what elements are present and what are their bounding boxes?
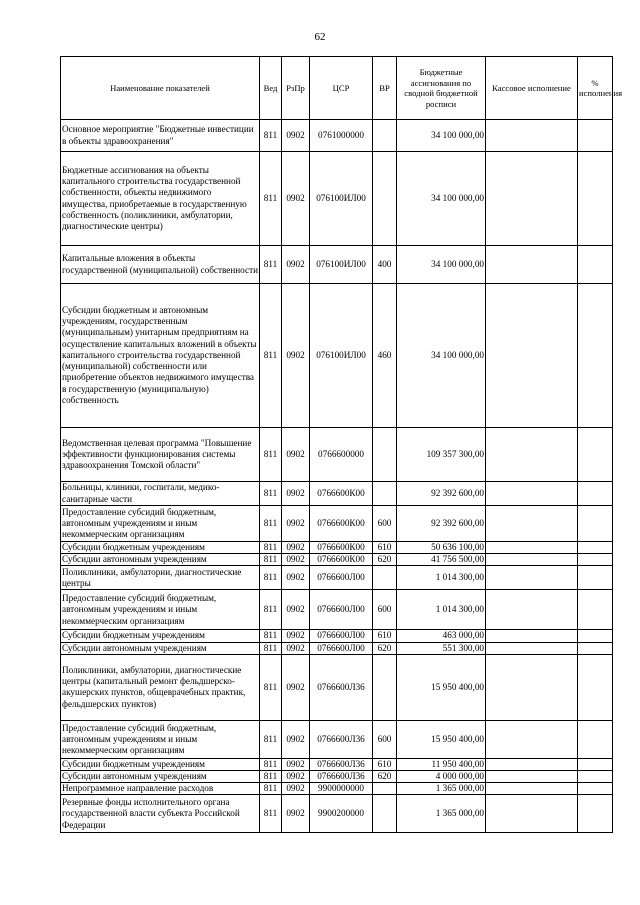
cell-csr: 0766600Л36	[310, 758, 373, 770]
cell-rzpr: 0902	[282, 771, 310, 783]
table-header-row	[61, 57, 613, 120]
cell-csr: 0766600Л00	[310, 590, 373, 630]
cell-pct	[578, 758, 613, 770]
table-row	[61, 554, 613, 566]
table-row	[61, 654, 613, 720]
cell-amount: 463 000,00	[397, 630, 486, 642]
cell-name: Субсидии бюджетным учреждениям	[61, 542, 260, 554]
cell-ved: 811	[260, 284, 282, 428]
cell-ved: 811	[260, 783, 282, 795]
cell-name: Непрограммное направление расходов	[61, 783, 260, 795]
cell-pct	[578, 783, 613, 795]
cell-csr: 0766600Л36	[310, 771, 373, 783]
cell-amount: 34 100 000,00	[397, 246, 486, 284]
cell-csr: 0761000000	[310, 120, 373, 152]
cell-cash	[486, 771, 578, 783]
header-pct: % исполнения	[578, 57, 613, 120]
cell-cash	[486, 428, 578, 482]
cell-rzpr: 0902	[282, 566, 310, 590]
cell-pct	[578, 642, 613, 654]
cell-csr: 0766600К00	[310, 554, 373, 566]
cell-rzpr: 0902	[282, 630, 310, 642]
table-row	[61, 482, 613, 506]
cell-pct	[578, 590, 613, 630]
table-row	[61, 771, 613, 783]
cell-rzpr: 0902	[282, 758, 310, 770]
table-row	[61, 590, 613, 630]
cell-name: Поликлиники, амбулатории, диагностические центры	[61, 566, 260, 590]
cell-amount: 92 392 600,00	[397, 482, 486, 506]
cell-name: Предоставление субсидий бюджетным, автономным учреждениям и иным некоммерческим организациям	[61, 506, 260, 542]
cell-rzpr: 0902	[282, 506, 310, 542]
header-amount: Бюджетные ассигнования по сводной бюджетной росписи	[397, 57, 486, 120]
cell-csr: 076100ИЛ00	[310, 152, 373, 246]
cell-vr	[373, 654, 397, 720]
table-row	[61, 542, 613, 554]
table-row	[61, 795, 613, 833]
cell-amount: 1 014 300,00	[397, 566, 486, 590]
cell-ved: 811	[260, 428, 282, 482]
cell-name: Субсидии бюджетным и автономным учреждениям, государственным (муниципальным) унитарным предприятиям на осуществление капитальных вложений в объекты капитального строительства государственной (муниципальной) собственности или приобретение объектов недвижимого имущества в государственную (муниципальную) собственность	[61, 284, 260, 428]
cell-vr	[373, 566, 397, 590]
cell-vr	[373, 120, 397, 152]
cell-vr: 620	[373, 642, 397, 654]
cell-name: Субсидии бюджетным учреждениям	[61, 630, 260, 642]
cell-csr: 0766600К00	[310, 542, 373, 554]
cell-ved: 811	[260, 758, 282, 770]
page-number: 62	[314, 31, 326, 43]
cell-amount: 92 392 600,00	[397, 506, 486, 542]
cell-ved: 811	[260, 642, 282, 654]
cell-ved: 811	[260, 654, 282, 720]
cell-csr: 0766600Л36	[310, 720, 373, 758]
cell-ved: 811	[260, 771, 282, 783]
cell-pct	[578, 120, 613, 152]
cell-cash	[486, 284, 578, 428]
cell-pct	[578, 720, 613, 758]
cell-cash	[486, 482, 578, 506]
cell-cash	[486, 630, 578, 642]
cell-rzpr: 0902	[282, 590, 310, 630]
header-vr: ВР	[373, 57, 397, 120]
cell-name: Бюджетные ассигнования на объекты капитального строительства государственной собственности, объекты недвижимого имущества, приобретаемые в государственную собственность (поликлиники, амбулатории, диагностические центры)	[61, 152, 260, 246]
cell-cash	[486, 542, 578, 554]
cell-name: Больницы, клиники, госпитали, медико-санитарные части	[61, 482, 260, 506]
cell-vr	[373, 795, 397, 833]
cell-cash	[486, 795, 578, 833]
cell-rzpr: 0902	[282, 284, 310, 428]
cell-amount: 15 950 400,00	[397, 720, 486, 758]
cell-cash	[486, 120, 578, 152]
cell-pct	[578, 554, 613, 566]
cell-ved: 811	[260, 554, 282, 566]
cell-vr	[373, 428, 397, 482]
table-row	[61, 720, 613, 758]
cell-cash	[486, 654, 578, 720]
cell-name: Предоставление субсидий бюджетным, автономным учреждениям и иным некоммерческим организациям	[61, 590, 260, 630]
cell-pct	[578, 246, 613, 284]
cell-pct	[578, 428, 613, 482]
cell-ved: 811	[260, 120, 282, 152]
cell-rzpr: 0902	[282, 795, 310, 833]
table-row	[61, 758, 613, 770]
cell-rzpr: 0902	[282, 428, 310, 482]
cell-name: Субсидии автономным учреждениям	[61, 771, 260, 783]
cell-csr: 0766600К00	[310, 506, 373, 542]
cell-amount: 50 636 100,00	[397, 542, 486, 554]
cell-vr	[373, 152, 397, 246]
table-row	[61, 120, 613, 152]
cell-vr: 610	[373, 542, 397, 554]
cell-pct	[578, 771, 613, 783]
table-row	[61, 642, 613, 654]
cell-vr	[373, 482, 397, 506]
cell-pct	[578, 506, 613, 542]
cell-cash	[486, 246, 578, 284]
cell-rzpr: 0902	[282, 720, 310, 758]
header-name: Наименование показателей	[61, 57, 260, 120]
table-row	[61, 506, 613, 542]
cell-cash	[486, 590, 578, 630]
cell-amount: 34 100 000,00	[397, 120, 486, 152]
cell-csr: 076100ИЛ00	[310, 246, 373, 284]
cell-cash	[486, 566, 578, 590]
cell-pct	[578, 542, 613, 554]
cell-name: Субсидии автономным учреждениям	[61, 642, 260, 654]
cell-cash	[486, 554, 578, 566]
cell-cash	[486, 152, 578, 246]
cell-csr: 0766600Л00	[310, 642, 373, 654]
cell-name: Предоставление субсидий бюджетным, автономным учреждениям и иным некоммерческим организациям	[61, 720, 260, 758]
table-row	[61, 246, 613, 284]
cell-cash	[486, 506, 578, 542]
cell-pct	[578, 482, 613, 506]
table-row	[61, 284, 613, 428]
cell-pct	[578, 795, 613, 833]
cell-rzpr: 0902	[282, 120, 310, 152]
cell-vr: 610	[373, 630, 397, 642]
cell-vr: 600	[373, 720, 397, 758]
cell-rzpr: 0902	[282, 542, 310, 554]
header-csr: ЦСР	[310, 57, 373, 120]
cell-ved: 811	[260, 590, 282, 630]
cell-ved: 811	[260, 630, 282, 642]
cell-name: Субсидии автономным учреждениям	[61, 554, 260, 566]
cell-name: Основное мероприятие "Бюджетные инвестиции в объекты здравоохранения"	[61, 120, 260, 152]
cell-vr: 620	[373, 554, 397, 566]
cell-rzpr: 0902	[282, 654, 310, 720]
cell-csr: 0766600Л00	[310, 566, 373, 590]
cell-csr: 0766600К00	[310, 482, 373, 506]
cell-amount: 109 357 300,00	[397, 428, 486, 482]
cell-csr: 9900000000	[310, 783, 373, 795]
cell-csr: 0766600Л36	[310, 654, 373, 720]
cell-csr: 9900200000	[310, 795, 373, 833]
cell-ved: 811	[260, 542, 282, 554]
cell-rzpr: 0902	[282, 642, 310, 654]
cell-vr: 600	[373, 506, 397, 542]
cell-amount: 34 100 000,00	[397, 284, 486, 428]
cell-rzpr: 0902	[282, 554, 310, 566]
cell-ved: 811	[260, 482, 282, 506]
cell-vr: 620	[373, 771, 397, 783]
cell-ved: 811	[260, 566, 282, 590]
cell-pct	[578, 284, 613, 428]
cell-ved: 811	[260, 506, 282, 542]
table-row	[61, 152, 613, 246]
cell-cash	[486, 783, 578, 795]
cell-name: Капитальные вложения в объекты государственной (муниципальной) собственности	[61, 246, 260, 284]
header-ved: Вед	[260, 57, 282, 120]
cell-cash	[486, 642, 578, 654]
table-row	[61, 783, 613, 795]
table-row	[61, 428, 613, 482]
cell-pct	[578, 654, 613, 720]
cell-amount: 34 100 000,00	[397, 152, 486, 246]
cell-name: Поликлиники, амбулатории, диагностические центры (капитальный ремонт фельдшерско-акушерских пунктов, общеврачебных практик, фельдшерских пунктов)	[61, 654, 260, 720]
table-row	[61, 630, 613, 642]
cell-ved: 811	[260, 152, 282, 246]
cell-rzpr: 0902	[282, 152, 310, 246]
cell-amount: 1 365 000,00	[397, 783, 486, 795]
cell-csr: 0766600Л00	[310, 630, 373, 642]
cell-rzpr: 0902	[282, 246, 310, 284]
header-cash: Кассовое исполнение	[486, 57, 578, 120]
cell-ved: 811	[260, 246, 282, 284]
cell-csr: 076100ИЛ00	[310, 284, 373, 428]
cell-pct	[578, 630, 613, 642]
cell-amount: 1 365 000,00	[397, 795, 486, 833]
cell-amount: 4 000 000,00	[397, 771, 486, 783]
cell-vr: 400	[373, 246, 397, 284]
cell-ved: 811	[260, 795, 282, 833]
cell-rzpr: 0902	[282, 482, 310, 506]
cell-vr	[373, 783, 397, 795]
cell-amount: 15 950 400,00	[397, 654, 486, 720]
cell-cash	[486, 720, 578, 758]
cell-amount: 1 014 300,00	[397, 590, 486, 630]
cell-pct	[578, 566, 613, 590]
cell-csr: 0766600000	[310, 428, 373, 482]
budget-table	[60, 56, 623, 833]
cell-amount: 41 756 500,00	[397, 554, 486, 566]
cell-vr: 610	[373, 758, 397, 770]
table-row	[61, 566, 613, 590]
cell-amount: 551 300,00	[397, 642, 486, 654]
cell-rzpr: 0902	[282, 783, 310, 795]
cell-cash	[486, 758, 578, 770]
cell-ved: 811	[260, 720, 282, 758]
cell-vr: 600	[373, 590, 397, 630]
cell-name: Субсидии бюджетным учреждениям	[61, 758, 260, 770]
cell-vr: 460	[373, 284, 397, 428]
cell-name: Резервные фонды исполнительного органа государственной власти субъекта Российской Федерации	[61, 795, 260, 833]
cell-pct	[578, 152, 613, 246]
cell-name: Ведомственная целевая программа "Повышение эффективности функционирования системы здравоохранения Томской области"	[61, 428, 260, 482]
cell-amount: 11 950 400,00	[397, 758, 486, 770]
header-rzpr: РзПр	[282, 57, 310, 120]
